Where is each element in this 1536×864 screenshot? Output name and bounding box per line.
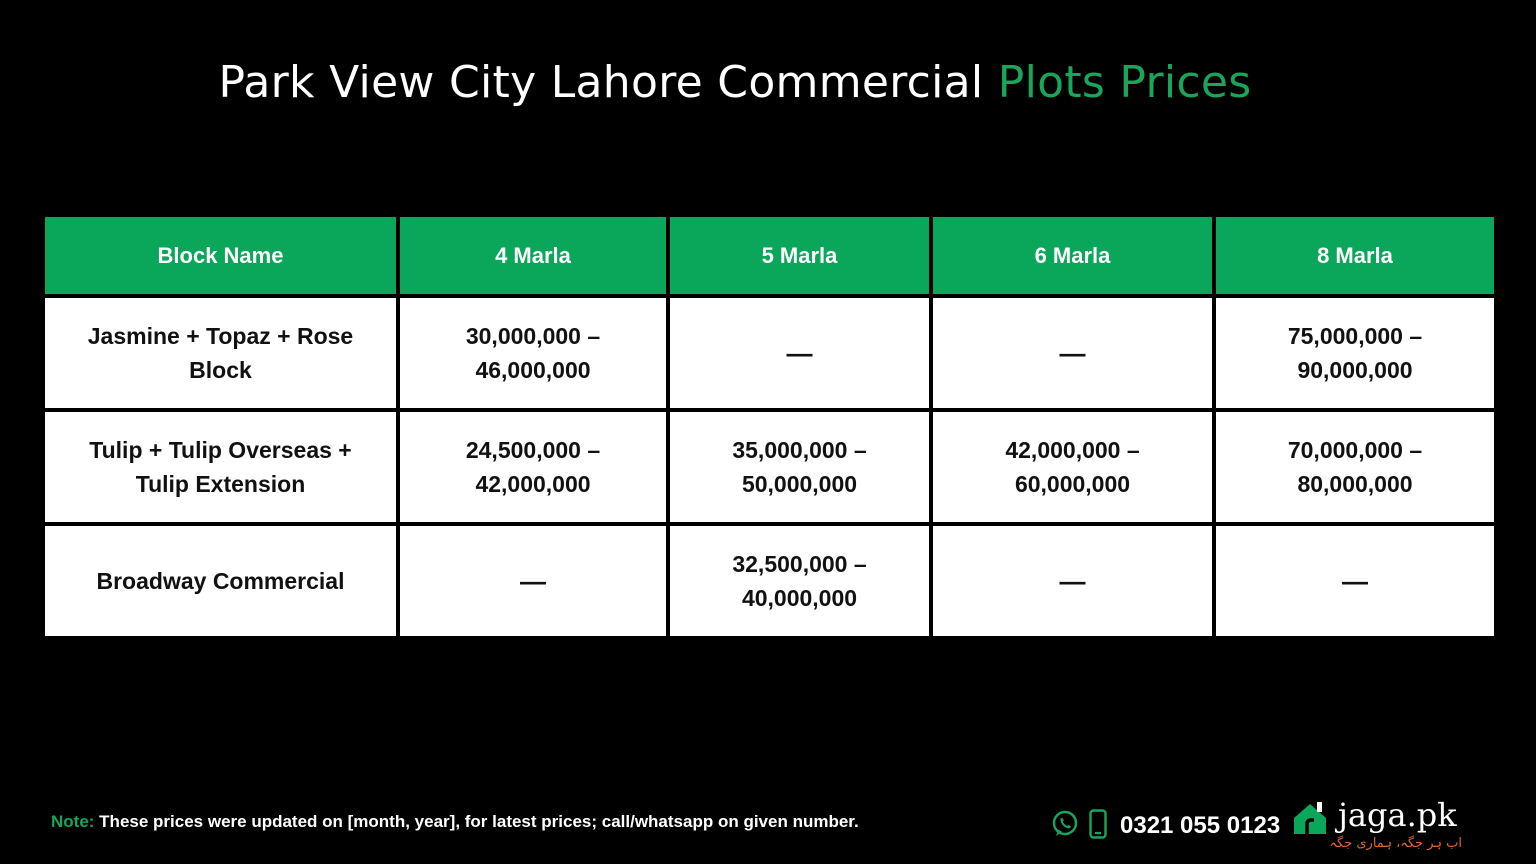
block-name-line: Jasmine + Topaz + Rose xyxy=(87,323,354,349)
price-table xyxy=(41,213,1498,640)
note-label: Note: xyxy=(51,812,95,831)
block-name-cell xyxy=(43,524,398,638)
price-cell xyxy=(1214,410,1496,524)
price-note xyxy=(51,812,859,832)
price-line: 46,000,000 xyxy=(475,357,591,383)
price-line: — xyxy=(1059,566,1086,596)
header-5-marla: 5 Marla xyxy=(668,215,931,296)
brand-logo-block xyxy=(1290,796,1470,858)
block-name-line: Tulip + Tulip Overseas + xyxy=(89,437,352,463)
whatsapp-icon[interactable] xyxy=(1050,809,1080,844)
header-6-marla: 6 Marla xyxy=(931,215,1214,296)
price-line: 30,000,000 – xyxy=(465,323,601,349)
price-line: 70,000,000 – xyxy=(1287,437,1423,463)
price-line: 42,000,000 xyxy=(475,471,591,497)
block-name-line: Tulip Extension xyxy=(135,471,306,497)
price-line: 80,000,000 xyxy=(1297,471,1413,497)
title-main: Park View City Lahore Commercial xyxy=(218,57,998,109)
price-cell xyxy=(398,410,668,524)
header-4-marla: 4 Marla xyxy=(398,215,668,296)
price-line: — xyxy=(1342,566,1368,596)
block-name-line: Broadway Commercial xyxy=(96,568,345,594)
mobile-phone-icon[interactable] xyxy=(1088,809,1108,844)
price-cell xyxy=(668,296,931,410)
note-text: These prices were updated on [month, year], for latest prices; call/whatsapp on given number. xyxy=(94,812,859,831)
contact-info xyxy=(1050,808,1280,844)
price-cell xyxy=(668,524,931,638)
header-block-name: Block Name xyxy=(43,215,398,296)
price-line: 75,000,000 – xyxy=(1287,323,1423,349)
price-cell xyxy=(931,296,1214,410)
header-8-marla: 8 Marla xyxy=(1214,215,1496,296)
block-name-line: Block xyxy=(189,357,252,383)
page-title xyxy=(0,57,1470,108)
table-row xyxy=(43,296,1496,410)
brand-name: jaga.pk xyxy=(1338,796,1457,834)
block-name-cell xyxy=(43,296,398,410)
price-line: — xyxy=(520,566,546,596)
price-line: — xyxy=(786,338,813,368)
price-line: 32,500,000 – xyxy=(732,551,867,577)
table-row xyxy=(43,524,1496,638)
price-cell xyxy=(931,410,1214,524)
price-line: 90,000,000 xyxy=(1297,357,1413,383)
block-name-cell xyxy=(43,410,398,524)
table-header-row xyxy=(43,215,1496,296)
price-cell xyxy=(1214,524,1496,638)
price-line: — xyxy=(1059,338,1086,368)
price-line: 24,500,000 – xyxy=(465,437,601,463)
price-line: 35,000,000 – xyxy=(732,437,867,463)
price-line: 60,000,000 xyxy=(1014,471,1131,497)
price-line: 40,000,000 xyxy=(741,585,858,611)
price-line: 50,000,000 xyxy=(741,471,858,497)
price-line: 42,000,000 – xyxy=(1005,437,1140,463)
price-cell xyxy=(398,296,668,410)
price-cell xyxy=(1214,296,1496,410)
price-cell xyxy=(398,524,668,638)
phone-number[interactable]: 0321 055 0123 xyxy=(1120,812,1281,839)
brand-tagline: اب ہر جگہ، ہماری جگہ xyxy=(1329,836,1462,851)
table-row xyxy=(43,410,1496,524)
price-cell xyxy=(668,410,931,524)
title-accent: Plots Prices xyxy=(997,57,1252,109)
price-cell xyxy=(931,524,1214,638)
